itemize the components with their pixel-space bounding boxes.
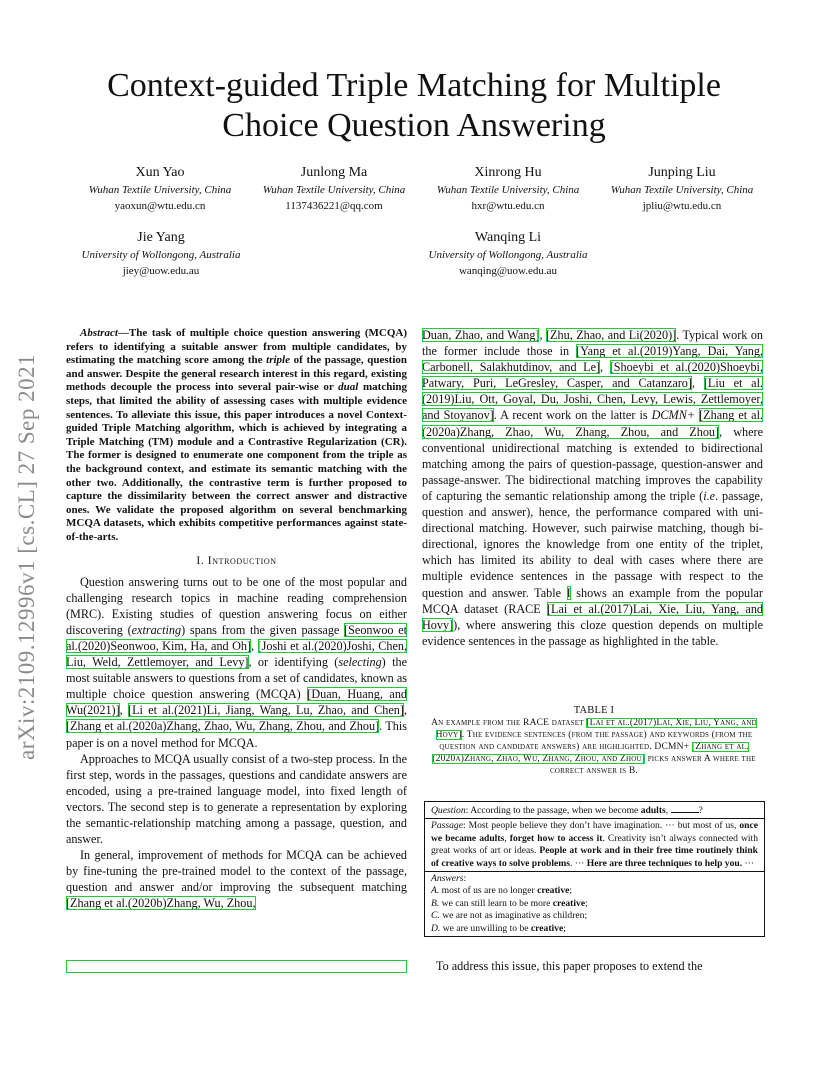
abstract-label: Abstract — [80, 327, 118, 339]
author-name: Jie Yang — [137, 230, 185, 245]
answer-option: D. we are unwilling to be creative; — [431, 922, 566, 934]
author-name: Xun Yao — [135, 165, 185, 180]
answer-option: A. most of us are no longer creative; — [431, 885, 573, 897]
citation-link[interactable]: [Zhang et al.(2020a)Zhang, Zhao, Wu, Zhang, Zhou, and Zhou] — [432, 742, 749, 764]
author-email[interactable]: jiey@uow.edu.au — [122, 265, 200, 277]
citation-link[interactable]: [Zhu, Zhao, and Li(2020)] — [546, 328, 677, 342]
citation-link[interactable]: [Yang et al.(2019)Yang, Dai, Yang, Carbonell, Salakhutdinov, and Le] — [422, 344, 763, 375]
abstract: Abstract—The task of multiple choice question answering (MCQA) refers to identifying a suitable answer from multiple candidates, by estimating the matching score among the triple of the passage, question and answer. Despite the general research interest in this regard, existing methods decouple the process into several pair-wise or dual matching steps, that limited the ability of assessing cases with multiple evidence sentences. To alleviate this issue, this paper introduces a novel Context-guided Triple Matching algorithm, which is achieved by integrating a Triple Matching (TM) module and a Contrastive Regularization (CR). The former is designed to enumerate one component from the triple as the background context, and estimate its semantic matching with the other two. Additionally, the contrastive term is further proposed to capture the dissimilarity between the correct answer and distractive ones. We validate the proposed algorithm on several benchmarking MCQA datasets, which exhibits competitive performances against state-of-the-arts. — [66, 327, 407, 543]
author-block — [420, 163, 596, 214]
paper-title — [60, 66, 768, 146]
author-name: Wanqing Li — [474, 230, 542, 245]
author-block — [413, 228, 603, 279]
citation-link[interactable]: Duan, Zhao, and Wang] — [422, 328, 540, 342]
cloze-blank — [671, 803, 699, 813]
author-affiliation: University of Wollongong, Australia — [81, 249, 241, 261]
arxiv-identifier: arXiv:2109.12996v1 [cs.CL] 27 Sep 2021 — [14, 353, 39, 760]
author-email[interactable]: wanqing@uow.edu.au — [458, 265, 557, 277]
author-name: Xinrong Hu — [474, 165, 542, 180]
citation-link[interactable]: [Shoeybi et al.(2020)Shoeybi, Patwary, Puri, LeGresley, Casper, and Catanzaro] — [422, 360, 763, 391]
author-name: Junping Liu — [648, 165, 716, 180]
right-column — [422, 327, 763, 649]
right-paragraph-1: Duan, Zhao, and Wang], [Zhu, Zhao, and Li(2020)]. Typical work on the former include those in [Yang et al.(2019)Yang, Dai, Yang, Carbonell, Salakhutdinov, and Le], [Shoeybi et al.(2020)Shoeybi, Patwary, Puri, LeGresley, Casper, and Catanzaro], [Liu et al.(2019)Liu, Ott, Goyal, Du, Joshi, Chen, Levy, Lewis, Zettlemoyer, and Stoyanov]. A recent work on the latter is DCMN+ [Zhang et al.(2020a)Zhang, Zhao, Wu, Zhang, Zhou, and Zhou], where conventional unidirectional matching is extended to bidirectional matching among the pairs of question-passage, question-answer and passage-answer. The bidirectional matching improves the capability of capturing the semantic relationship among the triple (i.e. passage, question and answer), hence, the performance compared with uni-directional matching. However, such pairwise matching, though bi-directional, ignores the knowledge from one entity of the triplet, which has limited its ability to deal with cases where there are multiple evidence sentences in the passage with respect to the question and answer. Table I shows an example from the popular MCQA dataset (RACE [Lai et al.(2017)Lai, Xie, Liu, Yang, and Hovy]), where answering this cloze question depends on multiple evidence sentences in the passage as highlighted in the table. — [422, 328, 764, 648]
author-affiliation: Wuhan Textile University, China — [436, 184, 580, 196]
author-affiliation: University of Wollongong, Australia — [428, 249, 588, 261]
citation-link-continuation[interactable] — [66, 960, 407, 973]
table-label: TABLE I — [573, 705, 615, 716]
answer-option: B. we can still learn to be more creative; — [431, 897, 588, 909]
table-caption — [424, 705, 764, 777]
citation-link[interactable]: [Lai et al.(2017)Lai, Xie, Liu, Yang, and Hovy] — [422, 601, 764, 632]
example-table — [424, 801, 765, 937]
citation-link[interactable]: [Lai et al.(2017)Lai, Xie, Liu, Yang, and Hovy] — [435, 718, 757, 740]
author-email[interactable]: hxr@wtu.edu.cn — [471, 200, 545, 212]
author-block — [246, 163, 422, 214]
author-block — [594, 163, 770, 214]
author-block — [66, 228, 256, 279]
right-column-bottom — [422, 958, 763, 974]
author-name: Junlong Ma — [300, 165, 368, 180]
citation-link[interactable]: [Zhang et al.(2020b)Zhang, Wu, Zhou, — [66, 896, 256, 911]
title-line-2: Choice Question Answering — [222, 107, 606, 144]
citation-link[interactable]: [Zhang et al.(2020a)Zhang, Zhao, Wu, Zhang, Zhou, and Zhou] — [66, 719, 380, 734]
citation-link[interactable]: [Li et al.(2021)Li, Jiang, Wang, Lu, Zhao, and Chen] — [128, 703, 404, 718]
citation-link[interactable]: [Zhang et al.(2020a)Zhang, Zhao, Wu, Zhang, Zhou, and Zhou] — [422, 408, 764, 439]
answer-option: C. we are not as imaginative as children; — [431, 910, 588, 922]
right-paragraph-2: To address this issue, this paper proposes to extend the — [436, 959, 703, 973]
left-column — [66, 327, 407, 912]
citation-link[interactable]: [Duan, Huang, and Wu(2021)] — [66, 687, 408, 718]
intro-paragraph-2: Approaches to MCQA usually consist of a two-step process. In the first step, words in the passages, questions and candidate answers are encoded, using a pre-trained language model, into fixed length of vectors. The second step is to generate a representation by exploring the semantic-relationship matching among a passage, question, and answer. — [66, 751, 407, 847]
citation-link[interactable]: [Seonwoo et al.(2020)Seonwoo, Kim, Ha, and Oh] — [66, 622, 408, 653]
citation-link[interactable]: [Joshi et al.(2020)Joshi, Chen, Liu, Weld, Zettlemoyer, and Levy] — [66, 638, 407, 670]
title-line-1: Context-guided Triple Matching for Multiple — [107, 67, 721, 104]
table-passage-row: Passage: Most people believe they don’t have imagination. ··· but most of us, once we became adults, forget how to access it. Creativity isn’t always connected with great works of art or ideas. People at work and in their free time routinely think of creative ways to solve problems. ··· Here are three techniques to help you. ··· — [425, 819, 764, 872]
author-affiliation: Wuhan Textile University, China — [88, 184, 232, 196]
author-affiliation: Wuhan Textile University, China — [610, 184, 754, 196]
table-caption-text: An example from the RACE dataset [Lai et al.(2017)Lai, Xie, Liu, Yang, and Hovy]. The evidence sentences (from the passage) and keywords (from the question and candidate answers) are highlighted. DCMN+ [Zhang et al.(2020a)Zhang, Zhao, Wu, Zhang, Zhou, and Zhou] picks answer A where the correct answer is B. — [431, 718, 757, 776]
table-answers-row: Answers: A. most of us are no longer creative; B. we can still learn to be more creative; C. we are not as imaginative as children; D. we are unwilling to be creative; — [425, 872, 764, 936]
author-email[interactable]: jpliu@wtu.edu.cn — [642, 200, 722, 212]
author-affiliation: Wuhan Textile University, China — [262, 184, 406, 196]
table-question-row: Question: According to the passage, when we become adults, ? — [425, 802, 764, 819]
author-email[interactable]: yaoxun@wtu.edu.cn — [114, 200, 206, 212]
author-email[interactable]: 1137436221@qq.com — [285, 200, 383, 212]
intro-paragraph-3: In general, improvement of methods for MCQA can be achieved by fine-tuning the pre-trained model to the context of the passage, question and answer and/or improving the subsequent matching [Zhang et al.(2020b)Zhang, Wu, Zhou, — [66, 848, 407, 911]
table-reference-link[interactable]: I — [566, 585, 571, 600]
section-heading: I. Introduction — [196, 554, 277, 567]
intro-paragraph-1: Question answering turns out to be one of the most popular and challenging research topics in machine reading comprehension (MRC). Existing studies of question answering focus on either discovering (extracting) spans from the given passage [Seonwoo et al.(2020)Seonwoo, Kim, Ha, and Oh], [Joshi et al.(2020)Joshi, Chen, Liu, Weld, Zettlemoyer, and Levy], or identifying (selecting) the most suitable answers to questions from a set of candidates, known as multiple choice question answering (MCQA) [Duan, Huang, and Wu(2021)], [Li et al.(2021)Li, Jiang, Wang, Lu, Zhao, and Chen], [Zhang et al.(2020a)Zhang, Zhao, Wu, Zhang, Zhou, and Zhou]. This paper is on a novel method for MCQA. — [66, 574, 408, 750]
author-block — [72, 163, 248, 214]
citation-link[interactable]: [Liu et al.(2019)Liu, Ott, Goyal, Du, Joshi, Chen, Levy, Lewis, Zettlemoyer, and Stoyanov] — [422, 376, 764, 423]
